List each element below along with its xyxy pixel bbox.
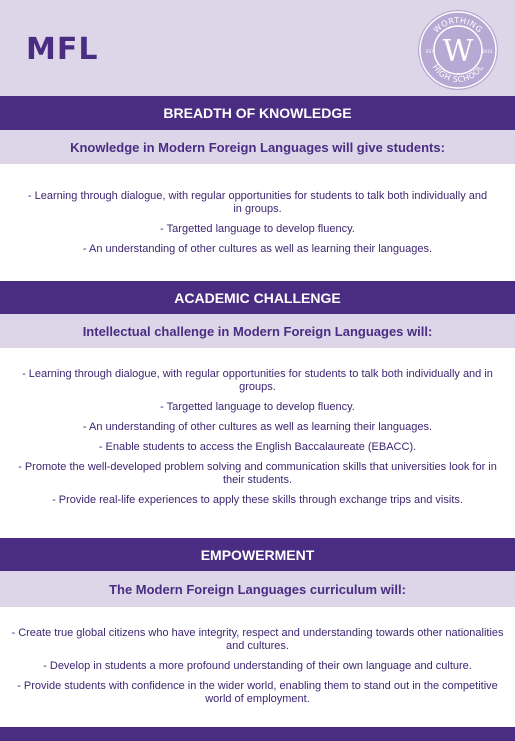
- footer-bar: [0, 727, 515, 741]
- list-item: - Develop in students a more profound understanding of their own language and culture.: [43, 660, 472, 672]
- section-heading-breadth: BREADTH OF KNOWLEDGE: [0, 96, 515, 130]
- logo-right-text: 2014: [482, 49, 493, 54]
- list-item: - Create true global citizens who have integrity, respect and understanding towards other nationalities and cultures.: [11, 627, 504, 652]
- list-item: - Provide students with confidence in the wider world, enabling them to stand out in the competitive world of employment.: [17, 680, 498, 705]
- section-heading-academic: ACADEMIC CHALLENGE: [0, 281, 515, 314]
- list-item: - An understanding of other cultures as well as learning their languages.: [82, 421, 433, 433]
- logo-top-text: WORTHING: [431, 15, 485, 35]
- section-list-academic: [0, 368, 515, 514]
- section-subheading-breadth: Knowledge in Modern Foreign Languages will give students:: [0, 130, 515, 164]
- logo-letter: W: [442, 34, 474, 69]
- page-title: MFL: [26, 32, 99, 67]
- list-item: - Promote the well-developed problem solving and communication skills that universities look for in their students.: [18, 461, 497, 486]
- list-item: - Provide real-life experiences to apply these skills through exchange trips and visits.: [52, 494, 463, 506]
- page-header: [0, 0, 515, 96]
- logo-bottom-text: HIGH SCHOOL: [430, 62, 486, 85]
- section-subheading-empowerment: The Modern Foreign Languages curriculum will:: [0, 571, 515, 607]
- school-logo: [417, 9, 499, 91]
- section-subheading-academic: Intellectual challenge in Modern Foreign Languages will:: [0, 314, 515, 348]
- list-item: - Learning through dialogue, with regular opportunities for students to talk both individually and in groups.: [27, 190, 488, 215]
- list-item: - Targetted language to develop fluency.: [160, 401, 355, 413]
- section-list-breadth: [0, 190, 515, 263]
- list-item: - Enable students to access the English Baccalaureate (EBACC).: [98, 441, 417, 453]
- list-item: - An understanding of other cultures as well as learning their languages.: [82, 243, 433, 255]
- logo-left-text: EST.: [426, 49, 435, 54]
- list-item: - Targetted language to develop fluency.: [160, 223, 355, 235]
- section-list-empowerment: [0, 627, 515, 713]
- section-heading-empowerment: EMPOWERMENT: [0, 538, 515, 571]
- list-item: - Learning through dialogue, with regular opportunities for students to talk both individually and in groups.: [22, 368, 493, 393]
